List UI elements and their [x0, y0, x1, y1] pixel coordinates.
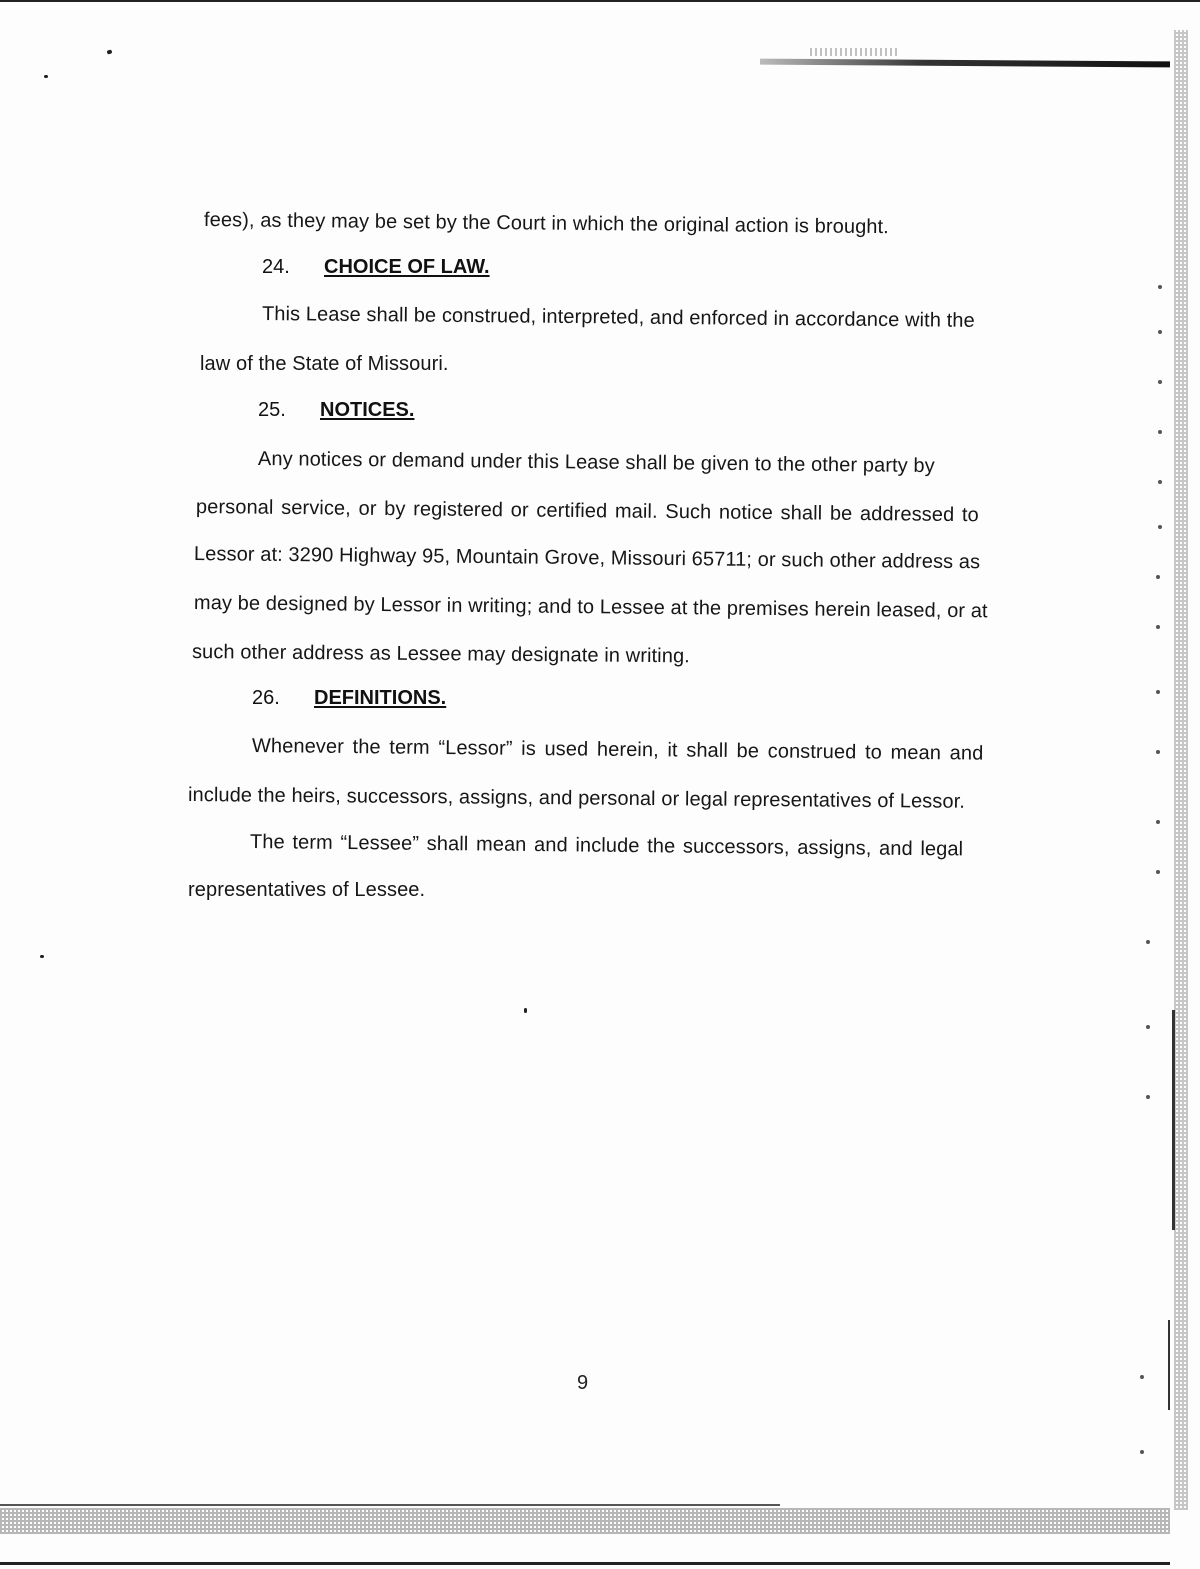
margin-speck — [1140, 1450, 1144, 1454]
section-heading-24 — [262, 255, 490, 279]
margin-speck — [1156, 870, 1160, 874]
scan-speck — [40, 955, 44, 958]
scan-speck — [44, 75, 48, 78]
paragraph-line: include the heirs, successors, assigns, and personal or legal representatives of Lessor. — [187, 784, 966, 813]
section-title: NOTICES. — [320, 399, 415, 421]
section-heading-25 — [258, 398, 414, 422]
scan-right-edge-line — [1172, 1010, 1175, 1230]
scan-right-edge-noise — [1174, 30, 1188, 1510]
section-number: 24. — [262, 256, 290, 278]
margin-speck — [1156, 625, 1160, 629]
paragraph-line: fees), as they may be set by the Court in which the original action is brought. — [203, 209, 889, 239]
section-number: 25. — [258, 399, 286, 421]
margin-speck — [1158, 480, 1162, 484]
paragraph-line: may be designed by Lessor in writing; and to Lessee at the premises herein leased, or at — [193, 592, 988, 623]
scan-top-noise — [810, 48, 900, 56]
page-number: 9 — [577, 1372, 589, 1394]
paragraph-line: Lessor at: 3290 Highway 95, Mountain Grove, Missouri 65711; or such other address as — [193, 543, 981, 574]
margin-speck — [1146, 1095, 1150, 1099]
margin-speck — [1156, 575, 1160, 579]
scan-top-rule — [760, 59, 1170, 68]
margin-speck — [1140, 1375, 1144, 1379]
margin-speck — [1156, 690, 1160, 694]
paragraph-line: This Lease shall be construed, interpreted, and enforced in accordance with the — [261, 303, 975, 332]
scan-speck — [106, 49, 112, 54]
scan-right-edge-line-lower — [1168, 1320, 1170, 1410]
margin-speck — [1156, 750, 1160, 754]
paragraph-line: The term “Lessee” shall mean and include the successors, assigns, and legal — [249, 831, 964, 861]
margin-speck — [1146, 1025, 1150, 1029]
paragraph-line: such other address as Lessee may designate in writing. — [191, 641, 690, 668]
scan-speck — [524, 1008, 527, 1013]
margin-speck — [1158, 430, 1162, 434]
margin-speck — [1156, 820, 1160, 824]
margin-speck — [1146, 940, 1150, 944]
paragraph-line: Any notices or demand under this Lease shall be given to the other party by — [257, 448, 935, 478]
section-title: CHOICE OF LAW. — [324, 256, 490, 278]
margin-speck — [1158, 330, 1162, 334]
scan-bottom-border — [0, 1562, 1170, 1565]
scan-bottom-rule — [0, 1504, 780, 1506]
scan-bottom-noise — [0, 1508, 1170, 1534]
section-title: DEFINITIONS. — [314, 687, 447, 709]
paragraph-line: representatives of Lessee. — [188, 879, 426, 901]
margin-speck — [1158, 285, 1162, 289]
paragraph-line: law of the State of Missouri. — [200, 353, 449, 375]
section-number: 26. — [252, 687, 280, 709]
margin-speck — [1158, 525, 1162, 529]
section-heading-26 — [252, 686, 446, 710]
scan-top-border — [0, 0, 1200, 2]
paragraph-line: personal service, or by registered or certified mail. Such notice shall be addressed to — [195, 496, 979, 527]
paragraph-line: Whenever the term “Lessor” is used herein, it shall be construed to mean and — [251, 735, 984, 765]
margin-speck — [1158, 380, 1162, 384]
